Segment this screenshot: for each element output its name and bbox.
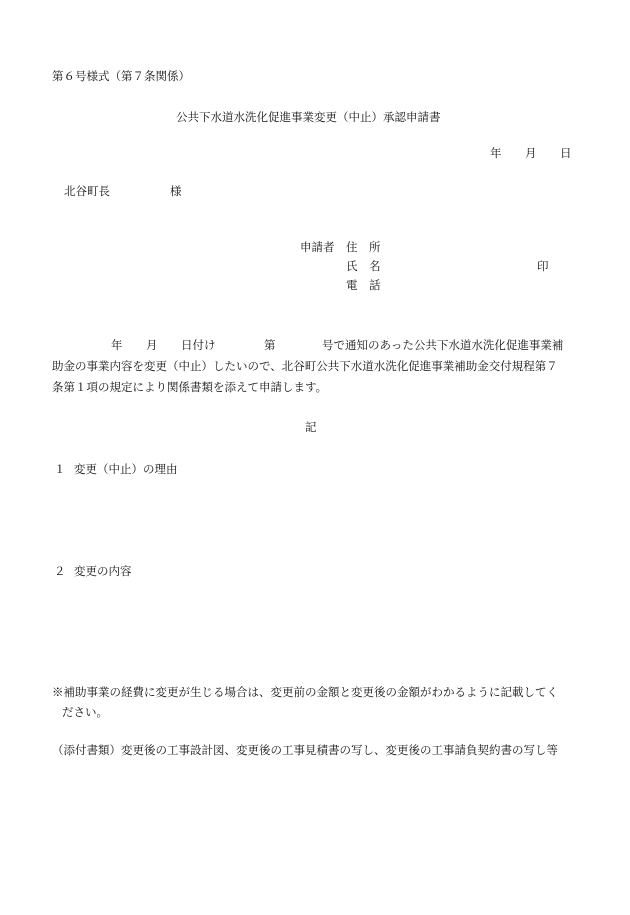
addressee-honorific: 様 — [170, 184, 182, 198]
note-line2: ださい。 — [62, 705, 108, 719]
address-label: 住 所 — [346, 240, 381, 254]
body-line2: 助金の事業内容を変更（中止）したいので、北谷町公共下水道水洗化促進事業補助金交付規程第７ — [52, 359, 558, 373]
body-year: 年 — [111, 338, 123, 352]
note-line1: ※補助事業の経費に変更が生じる場合は、変更前の金額と変更後の金額がわかるように記載してく — [52, 685, 558, 699]
body-line1-rest: 号で通知のあった公共下水道水洗化促進事業補 — [322, 338, 564, 352]
item-1-number: １ — [54, 462, 66, 476]
item-2-label: 変更の内容 — [74, 564, 132, 578]
date-year: 年 — [490, 146, 502, 160]
phone-label: 電 話 — [346, 278, 381, 292]
form-number: 第６号様式（第７条関係） — [52, 69, 190, 83]
attachments-line: （添付書類）変更後の工事設計図、変更後の工事見積書の写し、変更後の工事請負契約書の写し等 — [52, 743, 558, 757]
body-day-dated: 日付け — [181, 338, 216, 352]
date-day: 日 — [560, 146, 572, 160]
ki-heading: 記 — [305, 420, 317, 434]
applicant-label: 申請者 — [300, 240, 335, 254]
document-title: 公共下水道水洗化促進事業変更（中止）承認申請書 — [176, 110, 441, 124]
seal-mark: 印 — [537, 259, 549, 273]
body-number-prefix: 第 — [264, 338, 276, 352]
body-line3: 条第１項の規定により関係書類を添えて申請します。 — [52, 380, 328, 394]
item-1-label: 変更（中止）の理由 — [74, 462, 178, 476]
item-2-number: ２ — [54, 564, 66, 578]
addressee-name: 北谷町長 — [64, 184, 110, 198]
date-month: 月 — [525, 146, 537, 160]
body-month: 月 — [146, 338, 158, 352]
name-label: 氏 名 — [346, 259, 381, 273]
